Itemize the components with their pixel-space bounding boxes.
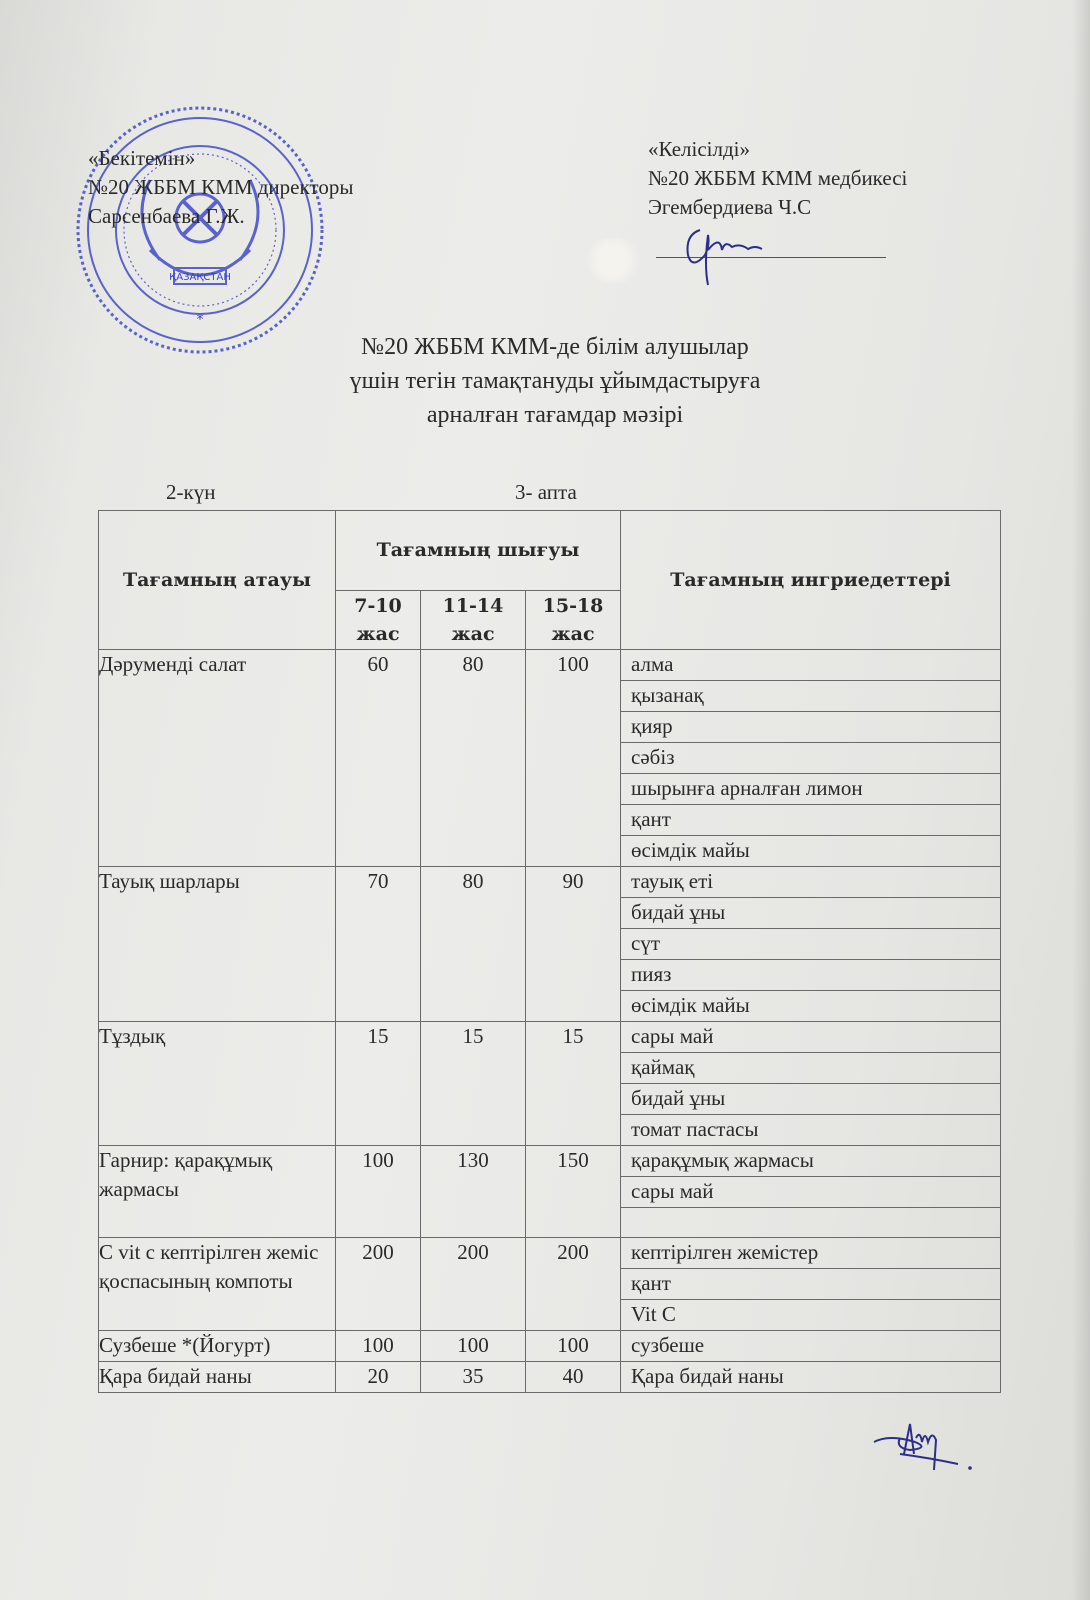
yield-7-10: 15 <box>336 1022 421 1146</box>
dish-name: Гарнир: қарақұмық жармасы <box>99 1146 336 1238</box>
ingredient: өсімдік майы <box>631 993 750 1017</box>
ingredient-list <box>621 1238 1001 1331</box>
yield-11-14: 80 <box>421 650 526 867</box>
yield-7-10: 60 <box>336 650 421 867</box>
ingredient: Vit C <box>631 1302 676 1326</box>
ingredient-list <box>621 1146 1001 1238</box>
table-row <box>99 1022 1001 1146</box>
ingredient-list <box>621 867 1001 1022</box>
table-row <box>99 1362 1001 1393</box>
yield-11-14: 130 <box>421 1146 526 1238</box>
yield-7-10: 70 <box>336 867 421 1022</box>
title-line1: №20 ЖББМ КММ-де білім алушылар <box>361 334 749 360</box>
ingredient: кептірілген жемістер <box>621 1238 1000 1269</box>
page-edge-shadow <box>1072 0 1090 1600</box>
ingredient-list <box>621 1022 1001 1146</box>
ingredient: қант <box>621 805 1000 836</box>
approval-right-line1: «Келісілді» <box>648 137 750 161</box>
ingredient: бидай ұны <box>621 1084 1000 1115</box>
stamp-emblem-label: ҚАЗАҚСТАН <box>169 272 231 283</box>
day-label: 2-күн <box>166 480 216 504</box>
approval-left-line1: «Бекітемін» <box>88 146 196 170</box>
table-row <box>99 867 1001 1022</box>
ingredient: қарақұмық жармасы <box>621 1146 1000 1177</box>
nurse-signature-icon <box>670 215 770 290</box>
yield-11-14: 100 <box>421 1331 526 1362</box>
approval-left-line2: №20 ЖББМ КММ директоры <box>88 175 354 199</box>
yield-7-10: 100 <box>336 1331 421 1362</box>
dish-name: Тауық шарлары <box>99 867 336 1022</box>
title-line3: арналған тағамдар мәзірі <box>426 402 684 428</box>
yield-11-14: 15 <box>421 1022 526 1146</box>
approval-left-line3: Сарсенбаева Г.Ж. <box>88 204 245 228</box>
ingredient: қаймақ <box>621 1053 1000 1084</box>
ingredient: сары май <box>621 1177 1000 1208</box>
header-age-7-10: 7-10 жас <box>336 590 421 649</box>
table-row <box>99 1146 1001 1238</box>
ingredient: сүт <box>621 929 1000 960</box>
table-row <box>99 650 1001 867</box>
ingredient-spacer <box>621 1208 1000 1237</box>
yield-15-18: 200 <box>526 1238 621 1331</box>
table-row <box>99 1331 1001 1362</box>
svg-text:*: * <box>196 312 204 328</box>
ingredient: томат пастасы <box>631 1117 759 1141</box>
week-label: 3- апта <box>515 480 577 504</box>
yield-15-18: 100 <box>526 650 621 867</box>
ingredient: шырынға арналған лимон <box>621 774 1000 805</box>
ingredient: сары май <box>621 1022 1000 1053</box>
ingredient: сузбеше <box>631 1333 705 1357</box>
ingredient: қияр <box>621 712 1000 743</box>
dish-name: Дәруменді салат <box>99 650 336 867</box>
approval-right-line3: Эгембердиева Ч.С <box>648 195 812 219</box>
header-yield: Тағамның шығуы <box>336 511 621 591</box>
ingredient: сәбіз <box>621 743 1000 774</box>
header-age-15-18: 15-18 жас <box>526 590 621 649</box>
ingredient: пияз <box>621 960 1000 991</box>
approval-block-director <box>88 144 353 231</box>
ingredient-list <box>621 650 1001 867</box>
approval-right-line2: №20 ЖББМ КММ медбикесі <box>648 166 908 190</box>
yield-11-14: 80 <box>421 867 526 1022</box>
ingredient: өсімдік майы <box>631 838 750 862</box>
menu-table <box>98 510 1001 1393</box>
dish-name: Сузбеше *(Йогурт) <box>99 1331 336 1362</box>
ingredient: тауық еті <box>621 867 1000 898</box>
yield-7-10: 200 <box>336 1238 421 1331</box>
document-title <box>0 330 1090 432</box>
yield-15-18: 150 <box>526 1146 621 1238</box>
approval-block-nurse <box>648 135 907 222</box>
ingredient: Қара бидай наны <box>631 1364 784 1388</box>
table-row <box>99 1238 1001 1331</box>
ingredient: қызанақ <box>621 681 1000 712</box>
dish-name: Қара бидай наны <box>99 1362 336 1393</box>
title-line2: үшін тегін тамақтануды ұйымдастыруға <box>349 368 761 394</box>
dish-name: С vit с кептірілген жеміс қоспасының компоты <box>99 1238 336 1331</box>
yield-11-14: 200 <box>421 1238 526 1331</box>
yield-15-18: 15 <box>526 1022 621 1146</box>
bottom-signature-icon <box>870 1420 980 1480</box>
header-age-11-14: 11-14 жас <box>421 590 526 649</box>
dish-name: Тұздық <box>99 1022 336 1146</box>
yield-15-18: 100 <box>526 1331 621 1362</box>
ingredient: қант <box>621 1269 1000 1300</box>
ingredient-list <box>621 1362 1001 1393</box>
yield-15-18: 40 <box>526 1362 621 1393</box>
ingredient: алма <box>621 650 1000 681</box>
ingredient: бидай ұны <box>621 898 1000 929</box>
yield-11-14: 35 <box>421 1362 526 1393</box>
yield-7-10: 100 <box>336 1146 421 1238</box>
ingredient-list <box>621 1331 1001 1362</box>
yield-7-10: 20 <box>336 1362 421 1393</box>
header-ingredients: Тағамның ингриедеттері <box>621 511 1001 650</box>
yield-15-18: 90 <box>526 867 621 1022</box>
paper-smudge <box>585 238 640 283</box>
header-dish-name: Тағамның атауы <box>99 511 336 650</box>
